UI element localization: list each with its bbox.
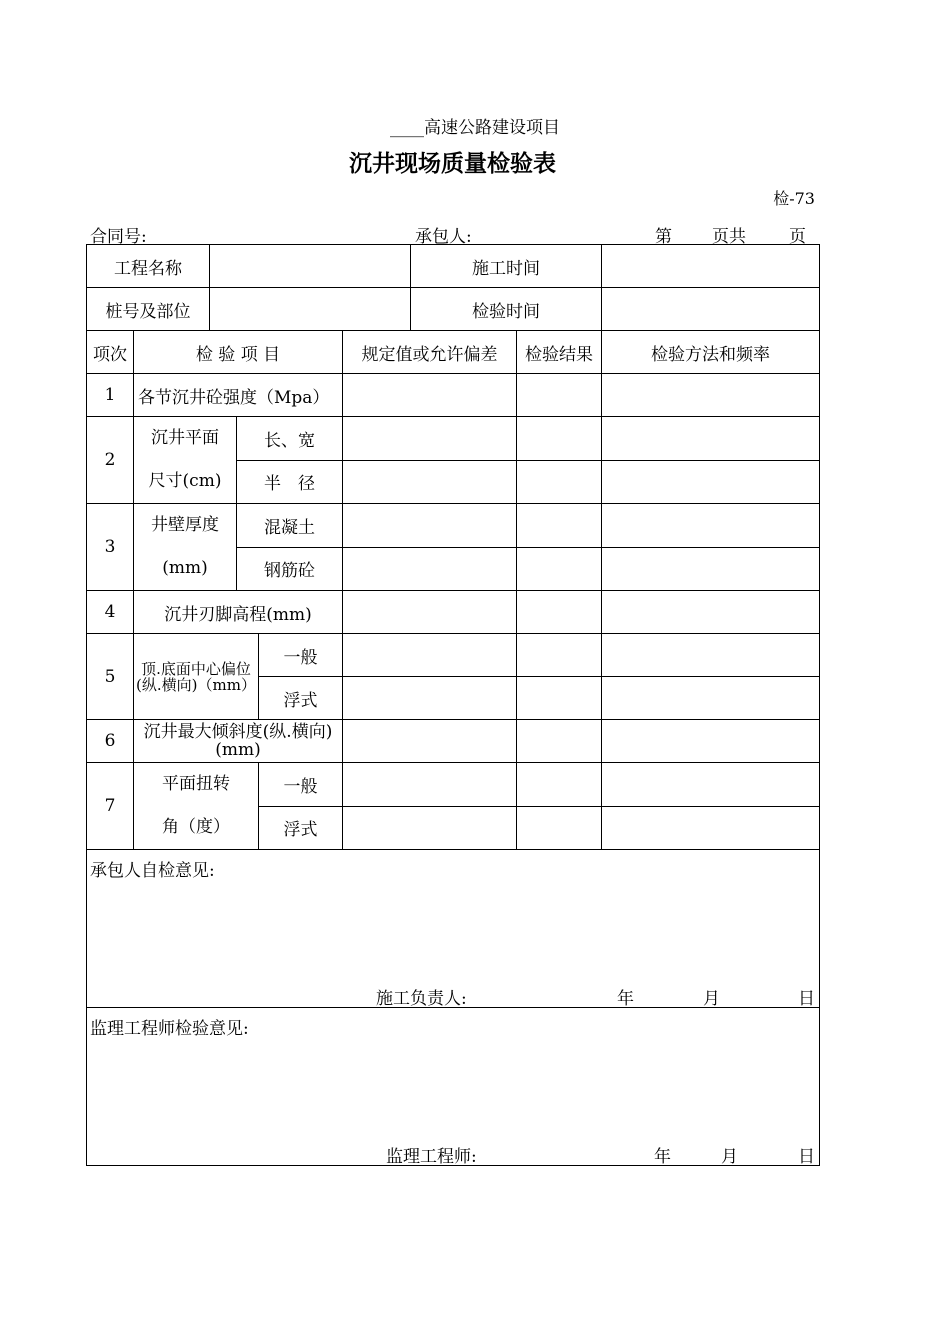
method-cell[interactable] (602, 634, 820, 677)
supervisor-opinion-label: 监理工程师检验意见: (90, 1019, 249, 1039)
sub-item-label: 一般 (259, 634, 343, 677)
sub-item-label: 浮式 (259, 806, 343, 850)
project-name-field[interactable] (210, 245, 411, 288)
sub-item-label: 长、宽 (237, 417, 343, 461)
spec-cell[interactable] (343, 763, 517, 807)
spec-cell[interactable] (343, 677, 517, 720)
page-end-label: 页 (789, 227, 806, 247)
table-row (87, 417, 820, 461)
table-row (87, 374, 820, 417)
pile-field[interactable] (210, 288, 411, 331)
table-row (87, 763, 820, 807)
item-label (134, 763, 259, 850)
method-cell[interactable] (602, 460, 820, 504)
result-cell[interactable] (517, 504, 602, 548)
construction-time-field[interactable] (602, 245, 820, 288)
table-row (87, 720, 820, 763)
column-header-row (87, 331, 820, 374)
method-cell[interactable] (602, 547, 820, 591)
result-cell[interactable] (517, 720, 602, 763)
sub-item-label: 浮式 (259, 677, 343, 720)
supervisor-opinion-row (87, 1008, 820, 1166)
item-label (134, 504, 237, 591)
result-cell[interactable] (517, 547, 602, 591)
item-label-line2: 角（度） (162, 817, 230, 837)
item-label-line1: 平面扭转 (162, 774, 230, 794)
result-cell[interactable] (517, 591, 602, 634)
contractor-signer-label: 施工负责人: (376, 989, 467, 1008)
method-cell[interactable] (602, 374, 820, 417)
row-number: 7 (87, 763, 134, 850)
item-label: 各节沉井砼强度（Mpa） (134, 374, 343, 417)
col-method-header: 检验方法和频率 (602, 331, 820, 374)
row-number: 4 (87, 591, 134, 634)
item-label: 顶.底面中心偏位(纵.横向)（mm） (134, 634, 259, 720)
row-number: 5 (87, 634, 134, 720)
supervisor-day-label: 日 (798, 1147, 815, 1166)
col-no-header: 项次 (87, 331, 134, 374)
method-cell[interactable] (602, 677, 820, 720)
method-cell[interactable] (602, 591, 820, 634)
item-label: 沉井最大倾斜度(纵.横向)(mm) (134, 720, 343, 763)
item-label-line1: 井壁厚度 (151, 515, 219, 535)
spec-cell[interactable] (343, 634, 517, 677)
row-number: 3 (87, 504, 134, 591)
col-item-header: 检 验 项 目 (134, 331, 343, 374)
result-cell[interactable] (517, 374, 602, 417)
info-row-pile (87, 288, 820, 331)
spec-cell[interactable] (343, 460, 517, 504)
method-cell[interactable] (602, 806, 820, 850)
spec-cell[interactable] (343, 504, 517, 548)
result-cell[interactable] (517, 806, 602, 850)
inspection-time-field[interactable] (602, 288, 820, 331)
row-number: 2 (87, 417, 134, 504)
table-row (87, 591, 820, 634)
spec-cell[interactable] (343, 417, 517, 461)
contractor-year-label: 年 (617, 989, 634, 1008)
sub-item-label: 半 径 (237, 460, 343, 504)
construction-time-label: 施工时间 (411, 245, 602, 288)
result-cell[interactable] (517, 634, 602, 677)
supervisor-opinion-box[interactable] (87, 1008, 820, 1166)
form-number: 检-73 (773, 189, 815, 208)
supervisor-signer-label: 监理工程师: (386, 1147, 477, 1166)
table-row (87, 504, 820, 548)
pile-label: 桩号及部位 (87, 288, 210, 331)
method-cell[interactable] (602, 763, 820, 807)
spec-cell[interactable] (343, 374, 517, 417)
item-label: 沉井刃脚高程(mm) (134, 591, 343, 634)
contract-number-label: 合同号: (90, 227, 147, 247)
spec-cell[interactable] (343, 547, 517, 591)
contractor-day-label: 日 (798, 989, 815, 1008)
result-cell[interactable] (517, 677, 602, 720)
col-spec-header: 规定值或允许偏差 (343, 331, 517, 374)
item-label (134, 417, 237, 504)
row-number: 1 (87, 374, 134, 417)
supervisor-year-label: 年 (654, 1147, 671, 1166)
page-di-label: 第 (655, 227, 672, 247)
method-cell[interactable] (602, 504, 820, 548)
sub-item-label: 一般 (259, 763, 343, 807)
contractor-opinion-box[interactable] (87, 850, 820, 1008)
spec-cell[interactable] (343, 720, 517, 763)
col-result-header: 检验结果 (517, 331, 602, 374)
project-name-label: 工程名称 (87, 245, 210, 288)
supervisor-month-label: 月 (721, 1147, 738, 1166)
contractor-opinion-label: 承包人自检意见: (90, 861, 215, 881)
item-label-line2: (mm) (162, 558, 208, 578)
page-total-label: 页共 (712, 227, 746, 247)
method-cell[interactable] (602, 417, 820, 461)
spec-cell[interactable] (343, 806, 517, 850)
table-row (87, 634, 820, 677)
project-name: ____高速公路建设项目 (390, 118, 560, 138)
form-title: 沉井现场质量检验表 (349, 150, 556, 177)
spec-cell[interactable] (343, 591, 517, 634)
inspection-table (86, 244, 820, 1166)
contractor-month-label: 月 (703, 989, 720, 1008)
result-cell[interactable] (517, 417, 602, 461)
contractor-label: 承包人: (415, 227, 472, 247)
method-cell[interactable] (602, 720, 820, 763)
contractor-opinion-row (87, 850, 820, 1008)
sub-item-label: 钢筋砼 (237, 547, 343, 591)
result-cell[interactable] (517, 460, 602, 504)
info-row-project (87, 245, 820, 288)
row-number: 6 (87, 720, 134, 763)
result-cell[interactable] (517, 763, 602, 807)
item-label-line1: 沉井平面 (151, 428, 219, 448)
sub-item-label: 混凝土 (237, 504, 343, 548)
item-label-line2: 尺寸(cm) (148, 471, 222, 491)
inspection-time-label: 检验时间 (411, 288, 602, 331)
